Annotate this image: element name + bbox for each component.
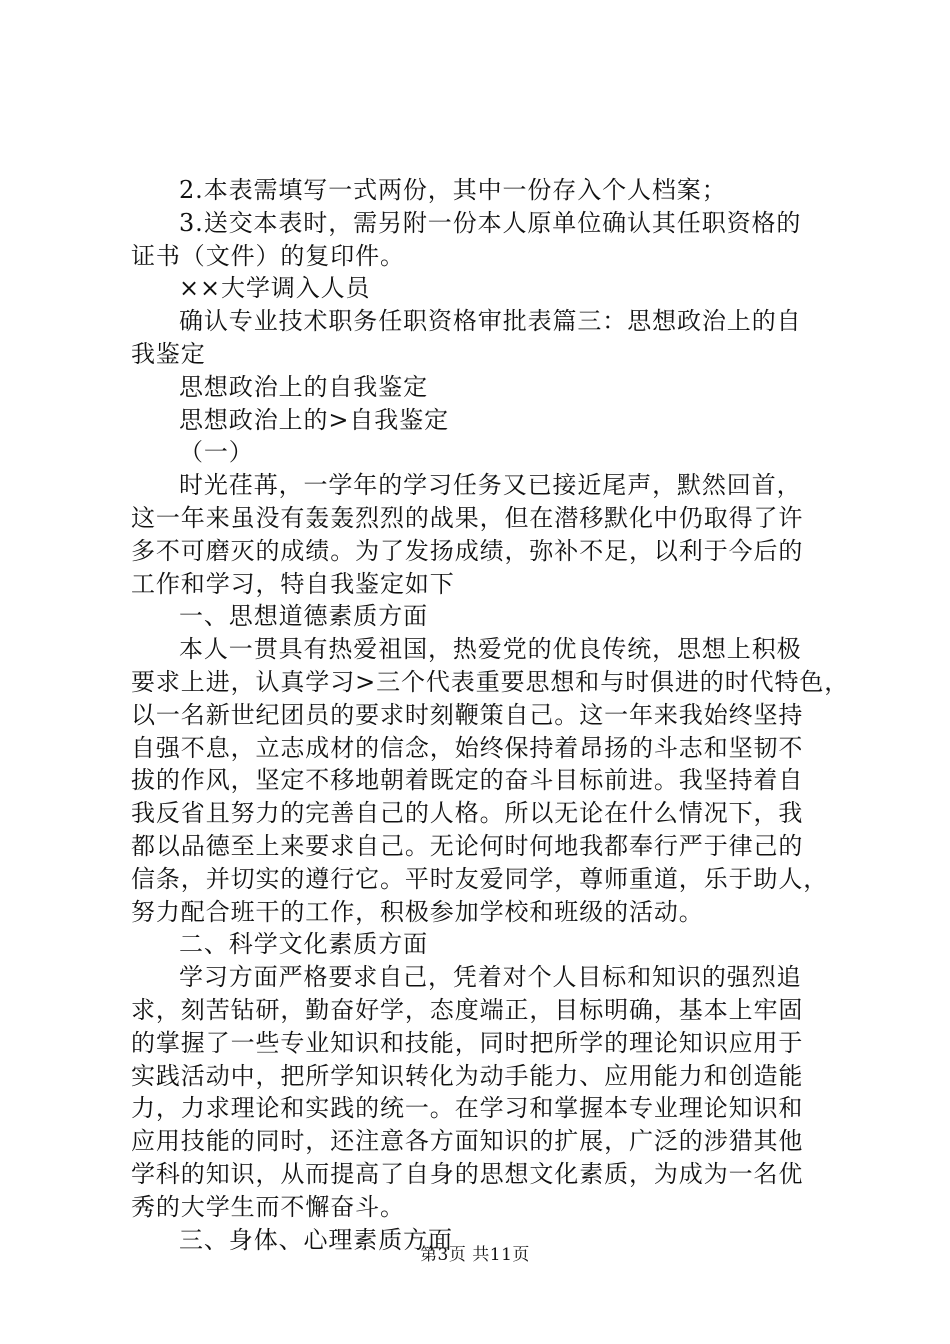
text-line: 我鉴定 [131, 339, 206, 368]
text-line: 二、科学文化素质方面 [179, 930, 428, 959]
text-line: 拔的作风，坚定不移地朝着既定的奋斗目标前进。我坚持着自 [131, 766, 804, 795]
text-line: 工作和学习，特自我鉴定如下 [131, 569, 455, 598]
text-line: 求，刻苦钻研，勤奋好学，态度端正，目标明确，基本上牢固 [131, 995, 804, 1024]
text-line: 思想政治上的自我鉴定 [179, 372, 428, 401]
text-line: 都以品德至上来要求自己。无论何时何地我都奉行严于律己的 [131, 831, 804, 860]
text-line: （一） [179, 438, 254, 467]
text-line: 3.送交本表时，需另附一份本人原单位确认其任职资格的 [179, 208, 802, 237]
text-line: 三、身体、心理素质方面 [179, 1225, 453, 1254]
document-body [131, 174, 850, 1256]
text-line: 要求上进，认真学习>三个代表重要思想和与时俱进的时代特色， [131, 667, 850, 696]
page-footer: 第3页 共11页 [420, 1245, 530, 1265]
text-line: 实践活动中，把所学知识转化为动手能力、应用能力和创造能 [131, 1061, 804, 1090]
text-line: 学习方面严格要求自己，凭着对个人目标和知识的强烈追 [179, 963, 802, 992]
text-line: 以一名新世纪团员的要求时刻鞭策自己。这一年来我始终坚持 [131, 700, 804, 729]
text-line: 这一年来虽没有轰轰烈烈的战果，但在潜移默化中仍取得了许 [131, 503, 804, 532]
text-line: 努力配合班干的工作，积极参加学校和班级的活动。 [131, 897, 704, 926]
text-line: 力，力求理论和实践的统一。在学习和掌握本专业理论知识和 [131, 1094, 804, 1123]
text-line: ××大学调入人员 [179, 274, 371, 303]
text-line: 本人一贯具有热爱祖国，热爱党的优良传统，思想上积极 [179, 635, 802, 664]
text-line: 确认专业技术职务任职资格审批表篇三：思想政治上的自 [179, 307, 802, 336]
text-line: 学科的知识，从而提高了自身的思想文化素质，为成为一名优 [131, 1159, 804, 1188]
text-line: 我反省且努力的完善自己的人格。所以无论在什么情况下，我 [131, 799, 804, 828]
text-line: 一、思想道德素质方面 [179, 602, 428, 631]
text-line: 秀的大学生而不懈奋斗。 [131, 1192, 405, 1221]
text-line: 自强不息，立志成材的信念，始终保持着昂扬的斗志和坚韧不 [131, 733, 804, 762]
text-line: 多不可磨灭的成绩。为了发扬成绩，弥补不足，以利于今后的 [131, 536, 804, 565]
text-line: 证书（文件）的复印件。 [131, 241, 405, 270]
text-line: 应用技能的同时，还注意各方面知识的扩展，广泛的涉猎其他 [131, 1127, 804, 1156]
text-line: 信条，并切实的遵行它。平时友爱同学，尊师重道，乐于助人， [131, 864, 829, 893]
text-line: 思想政治上的>自我鉴定 [179, 405, 450, 434]
text-line: 时光荏苒，一学年的学习任务又已接近尾声，默然回首， [179, 471, 802, 500]
text-line: 的掌握了一些专业知识和技能，同时把所学的理论知识应用于 [131, 1028, 804, 1057]
text-line: 2.本表需填写一式两份，其中一份存入个人档案； [179, 176, 727, 204]
